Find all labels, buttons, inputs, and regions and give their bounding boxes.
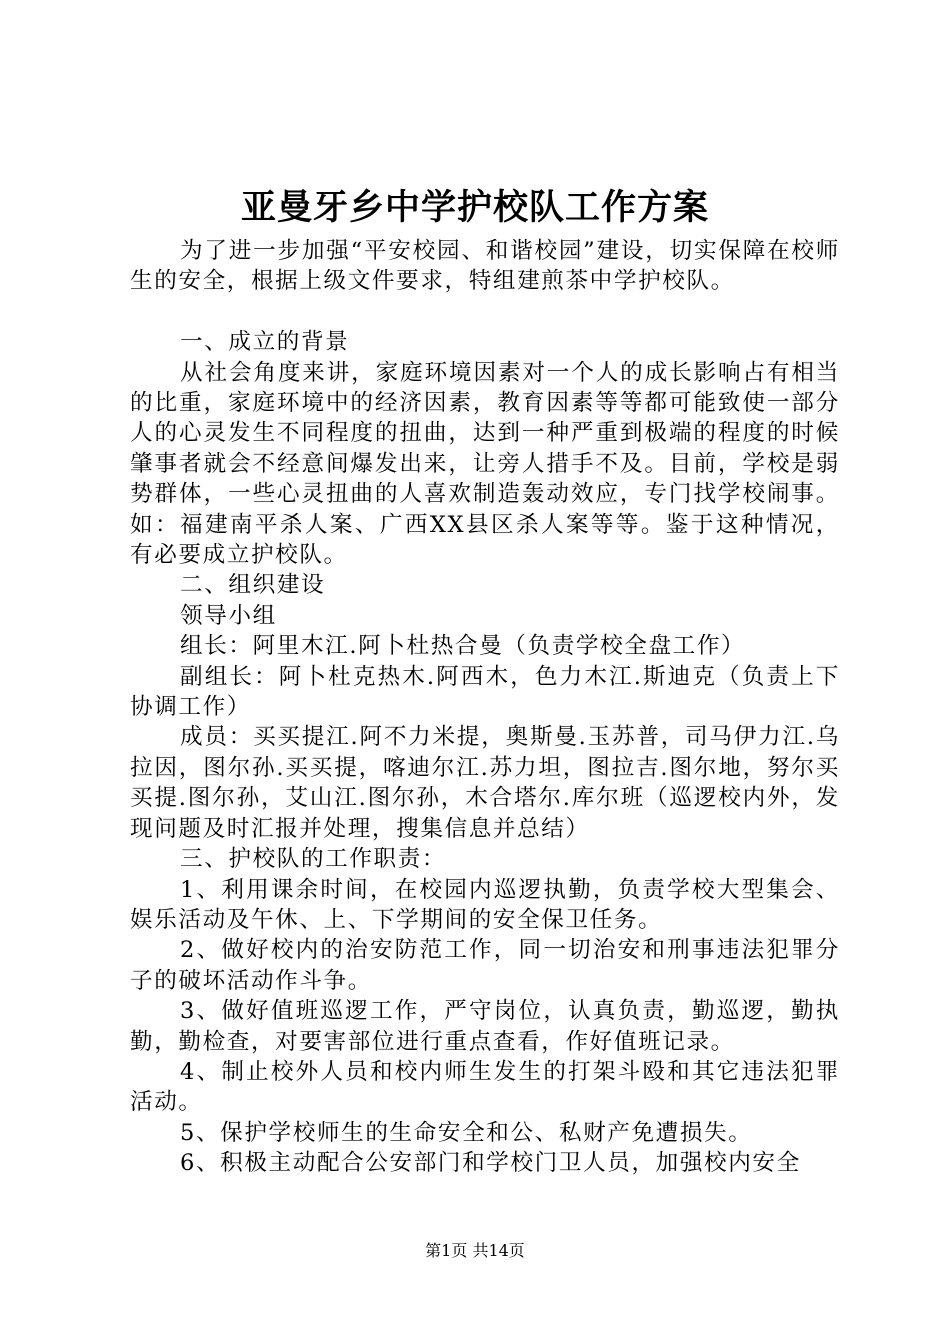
leader-line: 组长：阿里木江.阿卜杜热合曼（负责学校全盘工作） xyxy=(180,633,746,660)
section-heading-background: 一、成立的背景 xyxy=(180,329,350,356)
subheading-leadership-group: 领导小组 xyxy=(180,602,277,629)
duty-item: 6、积极主动配合公安部门和学校门卫人员，加强校内安全 xyxy=(180,1150,801,1177)
deputy-leader-line: 副组长：阿卜杜克热木.阿西木，色力木江.斯迪克（负责上下协调工作） xyxy=(130,663,840,721)
section-heading-duties: 三、护校队的工作职责： xyxy=(180,846,447,873)
paragraph-spacer xyxy=(130,297,840,327)
document-title: 亚曼牙乡中学护校队工作方案 xyxy=(240,188,709,228)
members-paragraph: 成员：买买提江.阿不力米提，奥斯曼.玉苏普，司马伊力江.乌拉因，图尔孙.买买提，喀迪尔江.苏力坦，图拉吉.图尔地，努尔买买提.图尔孙，艾山江.图尔孙，木合塔尔.库尔班（巡逻校内外，发现问题及时汇报并处理，搜集信息并总结） xyxy=(130,724,840,842)
duty-item: 4、制止校外人员和校内师生发生的打架斗殴和其它违法犯罪活动。 xyxy=(130,1058,840,1116)
page-number-footer: 第1页 共14页 xyxy=(425,1241,525,1260)
section-heading-organization: 二、组织建设 xyxy=(180,572,326,599)
duty-item: 5、保护学校师生的生命安全和公、私财产免遭损失。 xyxy=(180,1119,753,1146)
document-body xyxy=(130,236,840,1179)
background-paragraph: 从社会角度来讲，家庭环境因素对一个人的成长影响占有相当的比重，家庭环境中的经济因素，教育因素等等都可能致使一部分人的心灵发生不同程度的扭曲，达到一种严重到极端的程度的时候肇事者就会不经意间爆发出来，让旁人措手不及。目前，学校是弱势群体，一些心灵扭曲的人喜欢制造轰动效应，专门找学校闹事。如：福建南平杀人案、广西XX县区杀人案等等。鉴于这种情况，有必要成立护校队。 xyxy=(130,359,840,569)
duty-item: 1、利用课余时间，在校园内巡逻执勤，负责学校大型集会、娱乐活动及午休、上、下学期间的安全保卫任务。 xyxy=(130,876,840,933)
intro-paragraph: 为了进一步加强“平安校园、和谐校园”建设，切实保障在校师生的安全，根据上级文件要求，特组建煎茶中学护校队。 xyxy=(130,238,840,295)
duty-item: 3、做好值班巡逻工作，严守岗位，认真负责，勤巡逻，勤执勤，勤检查，对要害部位进行重点查看，作好值班记录。 xyxy=(130,998,840,1055)
duty-item: 2、做好校内的治安防范工作，同一切治安和刑事违法犯罪分子的破坏活动作斗争。 xyxy=(130,937,840,994)
